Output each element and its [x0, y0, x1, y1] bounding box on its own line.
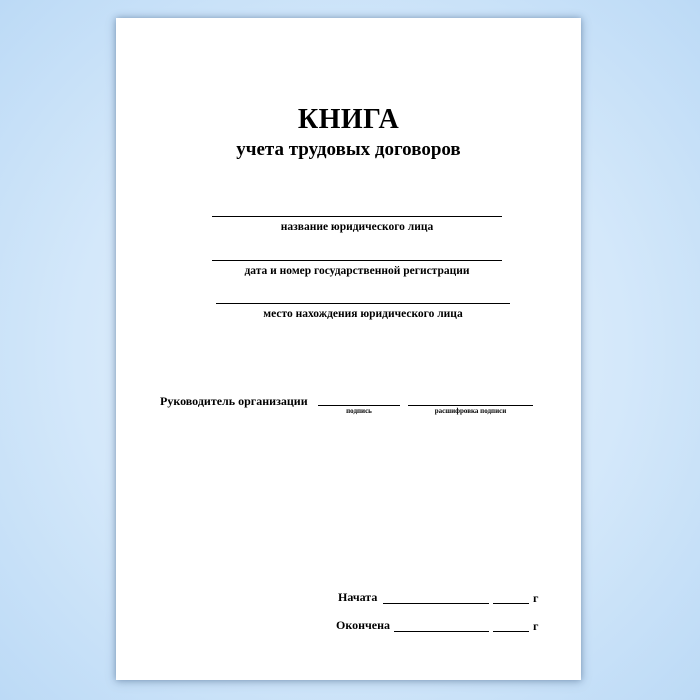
legal-name-line	[212, 216, 502, 217]
ended-year-line	[493, 631, 529, 632]
started-year-line	[493, 603, 529, 604]
started-year-suffix: г	[533, 591, 539, 605]
location-caption: место нахождения юридического лица	[263, 308, 463, 320]
ended-year-suffix: г	[533, 619, 539, 633]
started-label: Начата	[338, 590, 378, 604]
decoding-line	[408, 405, 533, 406]
ended-date-line	[394, 631, 489, 632]
signature-caption: подпись	[346, 407, 372, 415]
head-label: Руководитель организации	[160, 394, 308, 408]
started-date-line	[383, 603, 489, 604]
location-line	[216, 303, 510, 304]
signature-line	[318, 405, 400, 406]
document-page	[116, 18, 581, 680]
document-subtitle: учета трудовых договоров	[236, 139, 461, 160]
registration-line	[212, 260, 502, 261]
decoding-caption: расшифровка подписи	[434, 407, 507, 415]
ended-label: Окончена	[336, 618, 391, 632]
legal-name-caption: название юридического лица	[280, 221, 434, 233]
document-title: КНИГА	[297, 104, 400, 135]
registration-caption: дата и номер государственной регистрации	[244, 265, 470, 277]
